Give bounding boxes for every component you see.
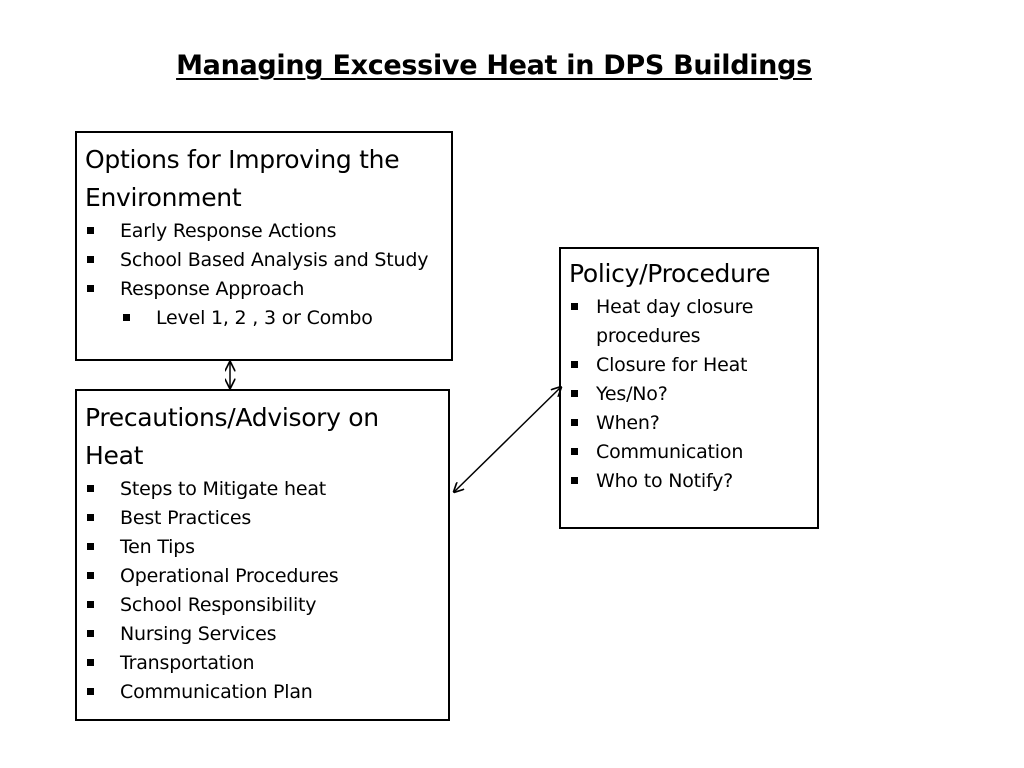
- list-item: Nursing Services: [85, 620, 440, 649]
- options-heading: Options for Improving the Environment: [85, 145, 400, 212]
- list-item: Communication: [569, 438, 809, 467]
- list-item: Who to Notify?: [569, 467, 809, 496]
- list-item: School Responsibility: [85, 591, 440, 620]
- diagonal-double-arrow: [454, 387, 561, 492]
- precautions-box: [75, 389, 450, 721]
- list-item: Closure for Heat: [569, 351, 809, 380]
- list-item: Response Approach: [85, 275, 443, 304]
- sub-list-item: Level 1, 2 , 3 or Combo: [85, 304, 443, 333]
- policy-heading: Policy/Procedure: [569, 259, 771, 288]
- list-item: Communication Plan: [85, 678, 440, 707]
- list-item: Best Practices: [85, 504, 440, 533]
- list-item: Ten Tips: [85, 533, 440, 562]
- list-item: School Based Analysis and Study: [85, 246, 443, 275]
- list-item: Transportation: [85, 649, 440, 678]
- list-item: Operational Procedures: [85, 562, 440, 591]
- precautions-heading: Precautions/Advisory on Heat: [85, 403, 379, 470]
- options-list: [85, 217, 443, 333]
- page-title: Managing Excessive Heat in DPS Buildings: [176, 50, 812, 81]
- policy-list: [569, 293, 809, 496]
- options-box: [75, 131, 453, 361]
- list-item: When?: [569, 409, 809, 438]
- list-item: Yes/No?: [569, 380, 809, 409]
- policy-box: [559, 247, 819, 529]
- precautions-list: [85, 475, 440, 707]
- list-item: Steps to Mitigate heat: [85, 475, 440, 504]
- list-item: Heat day closure procedures: [569, 293, 809, 351]
- list-item: Early Response Actions: [85, 217, 443, 246]
